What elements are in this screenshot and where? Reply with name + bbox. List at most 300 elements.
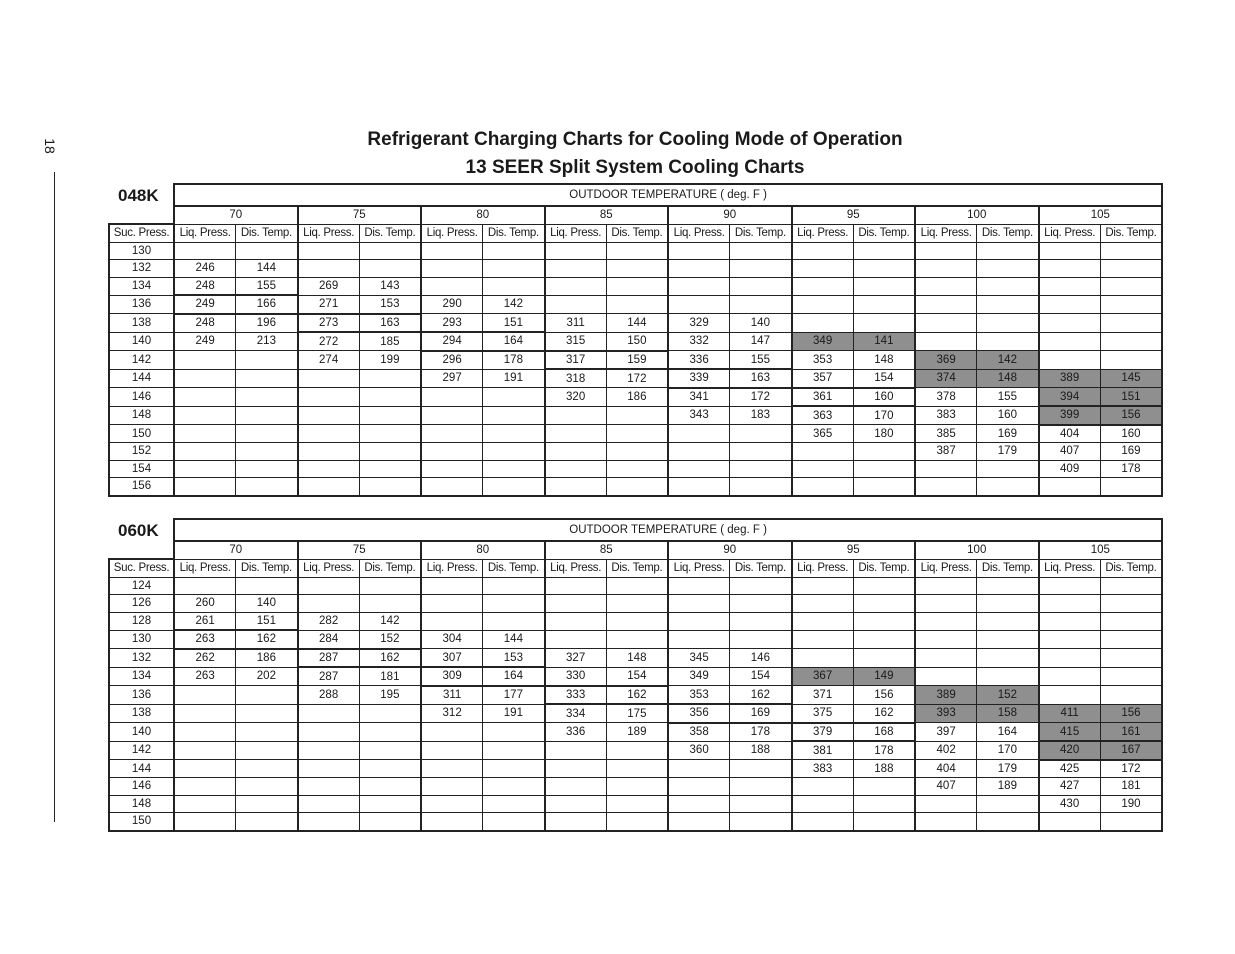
discharge-temp-cell	[606, 443, 668, 461]
discharge-temp-cell	[236, 813, 298, 831]
discharge-temp-cell: 181	[1100, 778, 1162, 796]
discharge-temp-cell	[483, 795, 545, 813]
outdoor-temperature-label: OUTDOOR TEMPERATURE ( deg. F )	[174, 184, 1162, 206]
discharge-temp-cell	[236, 460, 298, 478]
temperature-header: 75	[298, 541, 422, 559]
table-row	[109, 460, 1162, 478]
discharge-temp-cell: 149	[853, 667, 915, 686]
discharge-temp-cell	[1100, 667, 1162, 686]
discharge-temp-cell	[1100, 612, 1162, 630]
discharge-temp-cell	[606, 478, 668, 496]
liquid-pressure-cell	[792, 795, 854, 813]
liquid-pressure-cell	[421, 760, 483, 778]
liquid-pressure-cell: 353	[668, 686, 730, 705]
discharge-temp-cell	[730, 425, 792, 443]
discharge-temp-cell	[483, 760, 545, 778]
discharge-temp-cell	[977, 577, 1039, 595]
discharge-temp-cell	[359, 577, 421, 595]
liquid-pressure-cell	[298, 478, 360, 496]
liquid-pressure-cell: 407	[915, 778, 977, 796]
suction-pressure-cell: 130	[109, 630, 174, 649]
liquid-pressure-cell: 315	[545, 332, 607, 351]
discharge-temp-cell	[1100, 242, 1162, 260]
temperature-header: 100	[915, 206, 1039, 224]
table-row	[109, 630, 1162, 649]
outdoor-temp-row	[109, 519, 1162, 541]
suction-pressure-cell: 148	[109, 406, 174, 425]
discharge-temp-cell	[853, 649, 915, 668]
discharge-temp-cell: 190	[1100, 795, 1162, 813]
liquid-pressure-cell	[1039, 577, 1101, 595]
liquid-pressure-header: Liq. Press.	[792, 559, 854, 577]
liquid-pressure-cell	[1039, 630, 1101, 649]
discharge-temp-header: Dis. Temp.	[1100, 559, 1162, 577]
liquid-pressure-header: Liq. Press.	[545, 559, 607, 577]
discharge-temp-cell	[1100, 277, 1162, 295]
liquid-pressure-cell	[915, 260, 977, 278]
discharge-temp-cell	[730, 612, 792, 630]
liquid-pressure-cell	[668, 612, 730, 630]
liquid-pressure-cell	[915, 630, 977, 649]
chart-048k	[108, 183, 1161, 497]
discharge-temp-cell	[977, 612, 1039, 630]
liquid-pressure-cell: 248	[174, 277, 236, 295]
liquid-pressure-cell: 367	[792, 667, 854, 686]
suction-pressure-header: Suc. Press.	[109, 224, 174, 242]
discharge-temp-cell: 168	[853, 723, 915, 742]
discharge-temp-cell: 155	[977, 388, 1039, 407]
discharge-temp-cell	[359, 741, 421, 760]
discharge-temp-cell	[606, 277, 668, 295]
liquid-pressure-cell: 357	[792, 369, 854, 388]
discharge-temp-cell	[236, 388, 298, 407]
table-row	[109, 260, 1162, 278]
suction-pressure-cell: 136	[109, 295, 174, 314]
liquid-pressure-header: Liq. Press.	[174, 224, 236, 242]
liquid-pressure-cell	[421, 612, 483, 630]
discharge-temp-cell: 156	[853, 686, 915, 705]
liquid-pressure-cell: 407	[1039, 443, 1101, 461]
liquid-pressure-cell	[174, 795, 236, 813]
discharge-temp-cell: 172	[730, 388, 792, 407]
table-row	[109, 760, 1162, 778]
discharge-temp-cell	[853, 778, 915, 796]
discharge-temp-cell	[606, 242, 668, 260]
liquid-pressure-cell: 389	[1039, 369, 1101, 388]
discharge-temp-cell	[483, 478, 545, 496]
discharge-temp-cell: 179	[977, 443, 1039, 461]
discharge-temp-cell	[236, 741, 298, 760]
temperature-header: 70	[174, 206, 298, 224]
liquid-pressure-cell	[174, 686, 236, 705]
discharge-temp-cell	[483, 595, 545, 613]
discharge-temp-cell: 147	[730, 332, 792, 351]
liquid-pressure-cell	[421, 478, 483, 496]
discharge-temp-cell	[1100, 577, 1162, 595]
discharge-temp-cell	[1100, 260, 1162, 278]
discharge-temp-header: Dis. Temp.	[730, 559, 792, 577]
discharge-temp-cell	[853, 260, 915, 278]
liquid-pressure-cell: 411	[1039, 704, 1101, 723]
discharge-temp-header: Dis. Temp.	[483, 559, 545, 577]
side-rule	[54, 172, 55, 822]
discharge-temp-cell	[606, 813, 668, 831]
liquid-pressure-cell	[298, 741, 360, 760]
discharge-temp-cell: 162	[853, 704, 915, 723]
discharge-temp-cell: 151	[483, 314, 545, 333]
table-row	[109, 369, 1162, 388]
discharge-temp-cell	[1100, 332, 1162, 351]
discharge-temp-cell	[730, 778, 792, 796]
liquid-pressure-cell: 318	[545, 369, 607, 388]
liquid-pressure-header: Liq. Press.	[668, 224, 730, 242]
discharge-temp-cell	[977, 277, 1039, 295]
discharge-temp-cell: 175	[606, 704, 668, 723]
discharge-temp-cell	[730, 595, 792, 613]
liquid-pressure-cell: 349	[668, 667, 730, 686]
discharge-temp-cell	[606, 295, 668, 314]
liquid-pressure-cell	[174, 723, 236, 742]
liquid-pressure-cell	[668, 260, 730, 278]
discharge-temp-cell: 152	[359, 630, 421, 649]
liquid-pressure-cell: 427	[1039, 778, 1101, 796]
liquid-pressure-cell	[668, 778, 730, 796]
column-header-row	[109, 559, 1162, 577]
discharge-temp-cell	[730, 813, 792, 831]
discharge-temp-cell: 172	[606, 369, 668, 388]
liquid-pressure-cell: 248	[174, 314, 236, 333]
liquid-pressure-cell: 425	[1039, 760, 1101, 778]
discharge-temp-cell: 195	[359, 686, 421, 705]
liquid-pressure-header: Liq. Press.	[668, 559, 730, 577]
discharge-temp-cell	[236, 406, 298, 425]
discharge-temp-header: Dis. Temp.	[853, 224, 915, 242]
liquid-pressure-cell: 263	[174, 667, 236, 686]
liquid-pressure-cell	[1039, 612, 1101, 630]
table-row	[109, 595, 1162, 613]
discharge-temp-cell	[853, 460, 915, 478]
discharge-temp-cell	[483, 741, 545, 760]
suction-pressure-cell: 132	[109, 649, 174, 668]
liquid-pressure-cell	[298, 443, 360, 461]
discharge-temp-cell: 141	[853, 332, 915, 351]
liquid-pressure-cell	[668, 478, 730, 496]
discharge-temp-cell: 164	[483, 332, 545, 351]
discharge-temp-cell	[359, 778, 421, 796]
discharge-temp-cell	[730, 760, 792, 778]
table-row	[109, 351, 1162, 370]
discharge-temp-cell: 158	[977, 704, 1039, 723]
discharge-temp-cell	[359, 704, 421, 723]
liquid-pressure-cell	[545, 277, 607, 295]
liquid-pressure-cell	[915, 795, 977, 813]
suction-pressure-cell: 140	[109, 332, 174, 351]
discharge-temp-cell	[853, 443, 915, 461]
discharge-temp-header: Dis. Temp.	[483, 224, 545, 242]
liquid-pressure-cell: 272	[298, 332, 360, 351]
discharge-temp-header: Dis. Temp.	[977, 224, 1039, 242]
liquid-pressure-header: Liq. Press.	[298, 224, 360, 242]
discharge-temp-cell: 160	[1100, 425, 1162, 443]
liquid-pressure-cell	[792, 443, 854, 461]
column-header-row	[109, 224, 1162, 242]
discharge-temp-cell	[359, 260, 421, 278]
discharge-temp-cell	[359, 369, 421, 388]
suction-pressure-cell: 132	[109, 260, 174, 278]
charging-table	[108, 518, 1163, 832]
liquid-pressure-cell	[915, 295, 977, 314]
liquid-pressure-cell	[668, 795, 730, 813]
discharge-temp-cell	[1100, 649, 1162, 668]
discharge-temp-cell	[483, 425, 545, 443]
discharge-temp-cell	[606, 630, 668, 649]
liquid-pressure-cell	[421, 260, 483, 278]
discharge-temp-cell: 178	[853, 741, 915, 760]
liquid-pressure-cell	[421, 741, 483, 760]
discharge-temp-cell: 202	[236, 667, 298, 686]
discharge-temp-cell	[606, 795, 668, 813]
liquid-pressure-cell	[545, 260, 607, 278]
liquid-pressure-cell: 356	[668, 704, 730, 723]
discharge-temp-cell	[730, 242, 792, 260]
liquid-pressure-cell	[174, 778, 236, 796]
table-row	[109, 649, 1162, 668]
liquid-pressure-cell: 343	[668, 406, 730, 425]
liquid-pressure-cell	[668, 595, 730, 613]
liquid-pressure-cell	[792, 630, 854, 649]
discharge-temp-cell	[853, 277, 915, 295]
discharge-temp-cell: 140	[236, 595, 298, 613]
temperature-header: 80	[421, 541, 545, 559]
discharge-temp-cell	[483, 406, 545, 425]
discharge-temp-cell	[977, 242, 1039, 260]
discharge-temp-header: Dis. Temp.	[977, 559, 1039, 577]
liquid-pressure-cell: 415	[1039, 723, 1101, 742]
discharge-temp-cell	[1100, 813, 1162, 831]
discharge-temp-cell	[977, 260, 1039, 278]
discharge-temp-cell: 162	[730, 686, 792, 705]
liquid-pressure-cell: 374	[915, 369, 977, 388]
discharge-temp-cell	[483, 612, 545, 630]
discharge-temp-cell	[606, 425, 668, 443]
discharge-temp-cell: 199	[359, 351, 421, 370]
discharge-temp-cell	[606, 760, 668, 778]
discharge-temp-header: Dis. Temp.	[730, 224, 792, 242]
temperature-header: 90	[668, 206, 792, 224]
discharge-temp-header: Dis. Temp.	[606, 559, 668, 577]
liquid-pressure-cell	[421, 388, 483, 407]
liquid-pressure-cell	[421, 242, 483, 260]
discharge-temp-cell	[606, 577, 668, 595]
liquid-pressure-cell	[421, 460, 483, 478]
suction-pressure-cell: 142	[109, 741, 174, 760]
discharge-temp-cell	[730, 478, 792, 496]
liquid-pressure-cell	[1039, 595, 1101, 613]
liquid-pressure-cell	[792, 242, 854, 260]
liquid-pressure-cell	[174, 741, 236, 760]
table-row	[109, 332, 1162, 351]
temperature-header-row	[109, 206, 1162, 224]
discharge-temp-cell	[730, 277, 792, 295]
liquid-pressure-cell	[792, 813, 854, 831]
liquid-pressure-cell	[668, 577, 730, 595]
liquid-pressure-cell	[792, 478, 854, 496]
liquid-pressure-cell: 269	[298, 277, 360, 295]
discharge-temp-cell: 162	[606, 686, 668, 705]
discharge-temp-cell: 189	[977, 778, 1039, 796]
discharge-temp-cell	[483, 443, 545, 461]
liquid-pressure-cell	[174, 478, 236, 496]
liquid-pressure-cell	[298, 369, 360, 388]
liquid-pressure-cell	[1039, 686, 1101, 705]
liquid-pressure-cell	[792, 612, 854, 630]
discharge-temp-cell	[359, 723, 421, 742]
model-label: 048K	[118, 186, 159, 205]
table-row	[109, 612, 1162, 630]
discharge-temp-cell	[483, 778, 545, 796]
liquid-pressure-cell	[174, 443, 236, 461]
liquid-pressure-cell	[1039, 314, 1101, 333]
liquid-pressure-cell	[298, 425, 360, 443]
suction-pressure-cell: 134	[109, 277, 174, 295]
discharge-temp-cell: 164	[977, 723, 1039, 742]
discharge-temp-cell	[606, 260, 668, 278]
liquid-pressure-cell: 360	[668, 741, 730, 760]
suction-pressure-cell: 136	[109, 686, 174, 705]
table-row	[109, 314, 1162, 333]
discharge-temp-header: Dis. Temp.	[1100, 224, 1162, 242]
liquid-pressure-cell: 333	[545, 686, 607, 705]
discharge-temp-cell: 166	[236, 295, 298, 314]
liquid-pressure-cell: 287	[298, 649, 360, 668]
liquid-pressure-cell	[915, 478, 977, 496]
discharge-temp-cell: 213	[236, 332, 298, 351]
discharge-temp-cell	[236, 795, 298, 813]
liquid-pressure-header: Liq. Press.	[1039, 224, 1101, 242]
suction-pressure-cell: 148	[109, 795, 174, 813]
liquid-pressure-cell	[421, 425, 483, 443]
discharge-temp-cell: 178	[730, 723, 792, 742]
liquid-pressure-cell: 287	[298, 667, 360, 686]
liquid-pressure-cell: 332	[668, 332, 730, 351]
liquid-pressure-cell: 385	[915, 425, 977, 443]
liquid-pressure-cell	[545, 406, 607, 425]
discharge-temp-cell: 162	[359, 649, 421, 668]
discharge-temp-cell: 151	[1100, 388, 1162, 407]
discharge-temp-cell: 172	[1100, 760, 1162, 778]
liquid-pressure-cell: 249	[174, 332, 236, 351]
liquid-pressure-cell: 273	[298, 314, 360, 333]
liquid-pressure-cell	[1039, 649, 1101, 668]
liquid-pressure-header: Liq. Press.	[421, 559, 483, 577]
discharge-temp-cell	[853, 813, 915, 831]
discharge-temp-cell: 148	[977, 369, 1039, 388]
liquid-pressure-cell	[915, 332, 977, 351]
temperature-header: 70	[174, 541, 298, 559]
liquid-pressure-cell: 430	[1039, 795, 1101, 813]
liquid-pressure-cell	[668, 295, 730, 314]
charging-table	[108, 183, 1163, 497]
discharge-temp-cell	[236, 686, 298, 705]
discharge-temp-cell	[730, 630, 792, 649]
liquid-pressure-cell	[668, 760, 730, 778]
discharge-temp-cell	[1100, 686, 1162, 705]
liquid-pressure-cell	[421, 406, 483, 425]
liquid-pressure-header: Liq. Press.	[174, 559, 236, 577]
liquid-pressure-cell: 297	[421, 369, 483, 388]
liquid-pressure-cell: 317	[545, 351, 607, 370]
suction-pressure-cell: 152	[109, 443, 174, 461]
liquid-pressure-cell	[915, 595, 977, 613]
liquid-pressure-cell: 294	[421, 332, 483, 351]
discharge-temp-cell	[977, 295, 1039, 314]
liquid-pressure-cell	[298, 242, 360, 260]
discharge-temp-cell: 163	[730, 369, 792, 388]
discharge-temp-cell	[606, 406, 668, 425]
liquid-pressure-cell: 336	[545, 723, 607, 742]
temperature-header: 95	[792, 541, 916, 559]
liquid-pressure-cell	[668, 425, 730, 443]
discharge-temp-cell: 196	[236, 314, 298, 333]
discharge-temp-cell: 185	[359, 332, 421, 351]
discharge-temp-cell	[853, 242, 915, 260]
suction-pressure-cell: 150	[109, 813, 174, 831]
discharge-temp-cell	[236, 760, 298, 778]
discharge-temp-cell	[853, 595, 915, 613]
outdoor-temp-row	[109, 184, 1162, 206]
suction-pressure-header: Suc. Press.	[109, 559, 174, 577]
discharge-temp-cell	[853, 612, 915, 630]
liquid-pressure-cell	[174, 813, 236, 831]
liquid-pressure-cell: 404	[915, 760, 977, 778]
discharge-temp-cell: 146	[730, 649, 792, 668]
temperature-header: 90	[668, 541, 792, 559]
liquid-pressure-cell: 320	[545, 388, 607, 407]
table-row	[109, 425, 1162, 443]
liquid-pressure-cell: 381	[792, 741, 854, 760]
discharge-temp-cell: 160	[977, 406, 1039, 425]
discharge-temp-cell	[236, 351, 298, 370]
discharge-temp-cell	[359, 242, 421, 260]
liquid-pressure-cell: 399	[1039, 406, 1101, 425]
liquid-pressure-cell	[668, 630, 730, 649]
discharge-temp-cell	[730, 460, 792, 478]
discharge-temp-cell	[359, 813, 421, 831]
liquid-pressure-cell	[421, 577, 483, 595]
page-title: Refrigerant Charging Charts for Cooling Mode of Operation	[367, 129, 903, 150]
liquid-pressure-cell	[668, 443, 730, 461]
liquid-pressure-cell: 394	[1039, 388, 1101, 407]
discharge-temp-cell	[236, 425, 298, 443]
liquid-pressure-cell	[915, 314, 977, 333]
discharge-temp-cell: 156	[1100, 704, 1162, 723]
liquid-pressure-cell	[668, 460, 730, 478]
discharge-temp-cell: 159	[606, 351, 668, 370]
liquid-pressure-cell	[792, 295, 854, 314]
temperature-header: 105	[1039, 541, 1163, 559]
table-row	[109, 443, 1162, 461]
discharge-temp-cell	[359, 760, 421, 778]
liquid-pressure-cell	[668, 813, 730, 831]
table-row	[109, 686, 1162, 705]
discharge-temp-cell	[1100, 630, 1162, 649]
discharge-temp-cell: 144	[606, 314, 668, 333]
liquid-pressure-cell: 260	[174, 595, 236, 613]
temperature-header-row	[109, 541, 1162, 559]
discharge-temp-cell	[730, 260, 792, 278]
liquid-pressure-cell	[545, 630, 607, 649]
model-label: 060K	[118, 521, 159, 540]
